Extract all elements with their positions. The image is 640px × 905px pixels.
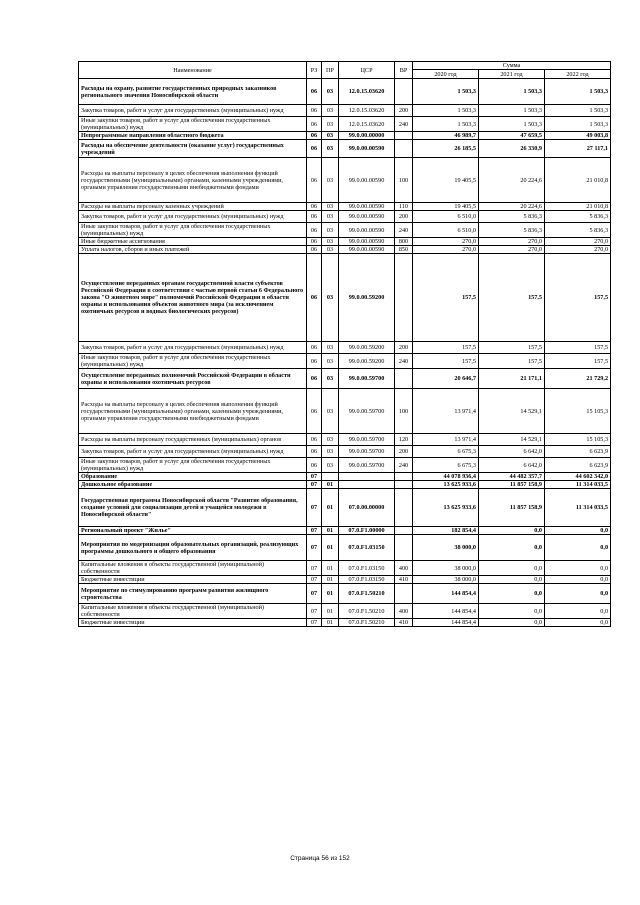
cell-vr: 410 bbox=[395, 619, 413, 627]
cell-2021: 44 482 357,7 bbox=[479, 473, 545, 481]
cell-pr: 03 bbox=[322, 254, 339, 342]
cell-vr: 100 bbox=[395, 158, 413, 203]
cell-2021: 20 224,6 bbox=[479, 158, 545, 203]
cell-name: Капитальные вложения в объекты государственной (муниципальной) собственности bbox=[79, 561, 307, 576]
cell-csr: 12.0.15.03620 bbox=[339, 79, 395, 105]
cell-name: Мероприятие по стимулированию программ развития жилищного строительства bbox=[79, 584, 307, 604]
cell-2021: 0,0 bbox=[479, 584, 545, 604]
cell-vr bbox=[395, 481, 413, 489]
table-row bbox=[79, 203, 611, 211]
cell-2021: 270,0 bbox=[479, 246, 545, 254]
cell-pr: 01 bbox=[322, 527, 339, 535]
cell-vr bbox=[395, 584, 413, 604]
cell-name: Расходы на обеспечение деятельности (оказание услуг) государственных учреждений bbox=[79, 140, 307, 158]
cell-csr bbox=[339, 481, 395, 489]
cell-csr: 99.0.00.59200 bbox=[339, 254, 395, 342]
cell-2022: 1 503,3 bbox=[545, 117, 611, 132]
cell-2021: 157,5 bbox=[479, 354, 545, 369]
cell-vr bbox=[395, 140, 413, 158]
cell-vr: 850 bbox=[395, 246, 413, 254]
cell-csr: 07.0.F1.50210 bbox=[339, 604, 395, 619]
cell-2020: 1 503,3 bbox=[413, 105, 479, 117]
cell-2022: 157,5 bbox=[545, 342, 611, 354]
header-vr: ВР bbox=[395, 62, 413, 79]
cell-vr bbox=[395, 527, 413, 535]
cell-csr: 99.0.00.59200 bbox=[339, 354, 395, 369]
cell-pr: 03 bbox=[322, 389, 339, 434]
cell-csr: 99.0.00.59700 bbox=[339, 434, 395, 446]
cell-2020: 6 675,3 bbox=[413, 446, 479, 458]
cell-name: Непрограммные направления областного бюджета bbox=[79, 132, 307, 140]
cell-2022: 157,5 bbox=[545, 254, 611, 342]
cell-2021: 270,0 bbox=[479, 238, 545, 246]
cell-csr: 99.0.00.59200 bbox=[339, 342, 395, 354]
cell-name: Расходы на выплаты персоналу казенных учреждений bbox=[79, 203, 307, 211]
cell-csr: 99.0.00.00590 bbox=[339, 211, 395, 223]
cell-2020: 20 646,7 bbox=[413, 369, 479, 389]
cell-2022: 21 010,8 bbox=[545, 203, 611, 211]
header-sum: Сумма bbox=[413, 62, 611, 70]
cell-2022: 0,0 bbox=[545, 604, 611, 619]
cell-vr: 110 bbox=[395, 203, 413, 211]
cell-csr: 99.0.00.59700 bbox=[339, 446, 395, 458]
table-row bbox=[79, 481, 611, 489]
table-row bbox=[79, 561, 611, 576]
cell-2021: 6 642,0 bbox=[479, 446, 545, 458]
cell-2022: 27 117,1 bbox=[545, 140, 611, 158]
header-name: Наименование bbox=[79, 62, 307, 79]
cell-rz: 06 bbox=[307, 446, 322, 458]
cell-pr: 03 bbox=[322, 140, 339, 158]
cell-2022: 6 623,9 bbox=[545, 446, 611, 458]
cell-vr: 400 bbox=[395, 604, 413, 619]
cell-2020: 144 854,4 bbox=[413, 584, 479, 604]
cell-name: Расходы на выплаты персоналу в целях обеспечения выполнения функций государственными (муниципальными) органами, казенными учреждениями, органами управления государственными внебюджетными фондами bbox=[79, 389, 307, 434]
cell-2022: 270,0 bbox=[545, 246, 611, 254]
cell-2021: 0,0 bbox=[479, 576, 545, 584]
table-row bbox=[79, 604, 611, 619]
cell-name: Иные закупки товаров, работ и услуг для обеспечения государственных (муниципальных) нужд bbox=[79, 223, 307, 238]
cell-pr: 03 bbox=[322, 446, 339, 458]
cell-csr: 99.0.00.00590 bbox=[339, 140, 395, 158]
cell-pr: 03 bbox=[322, 132, 339, 140]
cell-vr: 200 bbox=[395, 211, 413, 223]
cell-2022: 0,0 bbox=[545, 584, 611, 604]
cell-csr: 07.0.F1.03150 bbox=[339, 535, 395, 561]
cell-pr: 03 bbox=[322, 117, 339, 132]
cell-2022: 0,0 bbox=[545, 535, 611, 561]
cell-2022: 44 602 342,0 bbox=[545, 473, 611, 481]
cell-2020: 38 000,0 bbox=[413, 535, 479, 561]
cell-2022: 15 105,3 bbox=[545, 389, 611, 434]
cell-rz: 06 bbox=[307, 434, 322, 446]
cell-vr: 800 bbox=[395, 238, 413, 246]
header-year-2021: 2021 год bbox=[479, 70, 545, 79]
cell-rz: 06 bbox=[307, 254, 322, 342]
cell-2021: 0,0 bbox=[479, 604, 545, 619]
cell-name: Иные бюджетные ассигнования bbox=[79, 238, 307, 246]
cell-2022: 1 503,3 bbox=[545, 105, 611, 117]
table-row bbox=[79, 389, 611, 434]
cell-vr bbox=[395, 369, 413, 389]
table-row bbox=[79, 619, 611, 627]
cell-pr: 03 bbox=[322, 434, 339, 446]
cell-rz: 07 bbox=[307, 604, 322, 619]
cell-2022: 49 003,8 bbox=[545, 132, 611, 140]
cell-rz: 06 bbox=[307, 246, 322, 254]
cell-csr: 07.0.00.00000 bbox=[339, 489, 395, 527]
cell-pr: 01 bbox=[322, 604, 339, 619]
cell-vr bbox=[395, 79, 413, 105]
cell-2020: 19 405,5 bbox=[413, 203, 479, 211]
cell-csr: 99.0.00.00590 bbox=[339, 223, 395, 238]
cell-csr: 07.0.F1.03150 bbox=[339, 561, 395, 576]
cell-pr: 03 bbox=[322, 342, 339, 354]
table-row bbox=[79, 140, 611, 158]
cell-csr: 99.0.00.00590 bbox=[339, 158, 395, 203]
cell-2020: 6 510,0 bbox=[413, 211, 479, 223]
cell-rz: 06 bbox=[307, 140, 322, 158]
cell-2020: 46 989,7 bbox=[413, 132, 479, 140]
cell-pr: 01 bbox=[322, 584, 339, 604]
cell-2020: 19 405,5 bbox=[413, 158, 479, 203]
cell-name: Расходы на охрану, развитие государственных природных заказников регионального значения Новосибирской области bbox=[79, 79, 307, 105]
cell-2020: 1 503,3 bbox=[413, 79, 479, 105]
cell-2021: 11 857 158,9 bbox=[479, 481, 545, 489]
cell-name: Государственная программа Новосибирской области "Развитие образования, создание условий для социализации детей и учащейся молодежи в Новосибирской области" bbox=[79, 489, 307, 527]
cell-2020: 1 503,3 bbox=[413, 117, 479, 132]
table-row bbox=[79, 576, 611, 584]
header-csr: ЦСР bbox=[339, 62, 395, 79]
cell-rz: 07 bbox=[307, 584, 322, 604]
cell-2020: 270,0 bbox=[413, 238, 479, 246]
table-row bbox=[79, 473, 611, 481]
cell-pr: 03 bbox=[322, 203, 339, 211]
cell-pr: 03 bbox=[322, 458, 339, 473]
cell-pr: 01 bbox=[322, 561, 339, 576]
cell-csr: 99.0.00.59700 bbox=[339, 369, 395, 389]
cell-pr: 03 bbox=[322, 105, 339, 117]
cell-rz: 06 bbox=[307, 79, 322, 105]
cell-2020: 13 971,4 bbox=[413, 434, 479, 446]
cell-2020: 38 000,0 bbox=[413, 561, 479, 576]
cell-2022: 5 836,3 bbox=[545, 211, 611, 223]
table-row bbox=[79, 158, 611, 203]
cell-rz: 06 bbox=[307, 211, 322, 223]
header-rz: РЗ bbox=[307, 62, 322, 79]
cell-2022: 157,5 bbox=[545, 354, 611, 369]
cell-vr bbox=[395, 254, 413, 342]
cell-2021: 0,0 bbox=[479, 527, 545, 535]
cell-rz: 06 bbox=[307, 458, 322, 473]
cell-vr: 100 bbox=[395, 389, 413, 434]
cell-vr: 240 bbox=[395, 458, 413, 473]
cell-2021: 0,0 bbox=[479, 561, 545, 576]
table-row bbox=[79, 254, 611, 342]
cell-pr: 01 bbox=[322, 489, 339, 527]
cell-csr: 99.0.00.00590 bbox=[339, 246, 395, 254]
cell-2020: 6 675,3 bbox=[413, 458, 479, 473]
cell-pr: 03 bbox=[322, 158, 339, 203]
table-row bbox=[79, 223, 611, 238]
cell-csr: 07.0.F1.03150 bbox=[339, 576, 395, 584]
cell-rz: 07 bbox=[307, 561, 322, 576]
cell-2020: 44 078 936,4 bbox=[413, 473, 479, 481]
cell-pr: 03 bbox=[322, 238, 339, 246]
table-row bbox=[79, 354, 611, 369]
cell-2022: 21 010,8 bbox=[545, 158, 611, 203]
cell-rz: 06 bbox=[307, 132, 322, 140]
cell-vr: 200 bbox=[395, 342, 413, 354]
cell-2021: 26 330,9 bbox=[479, 140, 545, 158]
cell-pr: 03 bbox=[322, 79, 339, 105]
cell-name: Осуществление переданных полномочий Российской Федерации в области охраны и использования охотничьих ресурсов bbox=[79, 369, 307, 389]
cell-pr: 01 bbox=[322, 576, 339, 584]
cell-csr: 07.0.F1.50210 bbox=[339, 619, 395, 627]
cell-pr: 01 bbox=[322, 535, 339, 561]
table-row bbox=[79, 132, 611, 140]
cell-2021: 47 659,5 bbox=[479, 132, 545, 140]
cell-rz: 06 bbox=[307, 369, 322, 389]
table-row bbox=[79, 369, 611, 389]
budget-table bbox=[78, 61, 611, 627]
cell-name: Дошкольное образование bbox=[79, 481, 307, 489]
cell-2020: 157,5 bbox=[413, 342, 479, 354]
cell-name: Закупка товаров, работ и услуг для государственных (муниципальных) нужд bbox=[79, 446, 307, 458]
cell-2021: 20 224,6 bbox=[479, 203, 545, 211]
cell-rz: 06 bbox=[307, 223, 322, 238]
cell-2020: 13 625 933,6 bbox=[413, 489, 479, 527]
cell-2022: 0,0 bbox=[545, 561, 611, 576]
cell-csr: 99.0.00.59700 bbox=[339, 389, 395, 434]
cell-2020: 26 185,5 bbox=[413, 140, 479, 158]
cell-rz: 07 bbox=[307, 481, 322, 489]
cell-2021: 14 529,1 bbox=[479, 434, 545, 446]
cell-2020: 38 000,0 bbox=[413, 576, 479, 584]
table-row bbox=[79, 527, 611, 535]
table-row bbox=[79, 489, 611, 527]
table-row bbox=[79, 79, 611, 105]
cell-2020: 144 854,4 bbox=[413, 604, 479, 619]
cell-vr: 120 bbox=[395, 434, 413, 446]
table-body bbox=[79, 79, 611, 627]
table-row bbox=[79, 246, 611, 254]
cell-name: Уплата налогов, сборов и иных платежей bbox=[79, 246, 307, 254]
cell-pr: 01 bbox=[322, 619, 339, 627]
cell-csr: 99.0.00.00590 bbox=[339, 203, 395, 211]
cell-vr bbox=[395, 489, 413, 527]
cell-2021: 157,5 bbox=[479, 342, 545, 354]
cell-vr bbox=[395, 132, 413, 140]
cell-rz: 07 bbox=[307, 527, 322, 535]
cell-2021: 11 857 158,9 bbox=[479, 489, 545, 527]
cell-name: Расходы на выплаты персоналу в целях обеспечения выполнения функций государственными (муниципальными) органами, казенными учреждениями, органами управления государственными внебюджетными фондами bbox=[79, 158, 307, 203]
table-row bbox=[79, 458, 611, 473]
cell-name: Бюджетные инвестиции bbox=[79, 576, 307, 584]
cell-2021: 1 503,3 bbox=[479, 117, 545, 132]
cell-vr: 240 bbox=[395, 223, 413, 238]
cell-name: Региональный проект "Жилье" bbox=[79, 527, 307, 535]
cell-name: Закупка товаров, работ и услуг для государственных (муниципальных) нужд bbox=[79, 211, 307, 223]
cell-2020: 13 971,4 bbox=[413, 389, 479, 434]
cell-2020: 13 625 933,6 bbox=[413, 481, 479, 489]
table-row bbox=[79, 342, 611, 354]
table-row bbox=[79, 434, 611, 446]
cell-2020: 6 510,0 bbox=[413, 223, 479, 238]
cell-name: Закупка товаров, работ и услуг для государственных (муниципальных) нужд bbox=[79, 342, 307, 354]
cell-2022: 15 105,3 bbox=[545, 434, 611, 446]
cell-2020: 270,0 bbox=[413, 246, 479, 254]
cell-vr: 240 bbox=[395, 117, 413, 132]
cell-2021: 5 836,3 bbox=[479, 223, 545, 238]
cell-csr bbox=[339, 473, 395, 481]
cell-csr: 99.0.00.00590 bbox=[339, 238, 395, 246]
cell-rz: 07 bbox=[307, 473, 322, 481]
cell-rz: 06 bbox=[307, 117, 322, 132]
cell-2020: 182 854,4 bbox=[413, 527, 479, 535]
cell-name: Закупка товаров, работ и услуг для государственных (муниципальных) нужд bbox=[79, 105, 307, 117]
cell-vr: 400 bbox=[395, 561, 413, 576]
cell-vr: 410 bbox=[395, 576, 413, 584]
cell-2021: 157,5 bbox=[479, 254, 545, 342]
cell-csr: 12.0.15.03620 bbox=[339, 117, 395, 132]
cell-vr: 240 bbox=[395, 354, 413, 369]
cell-csr: 99.0.00.00000 bbox=[339, 132, 395, 140]
cell-vr bbox=[395, 535, 413, 561]
cell-2021: 14 529,1 bbox=[479, 389, 545, 434]
cell-rz: 06 bbox=[307, 389, 322, 434]
cell-name: Иные закупки товаров, работ и услуг для обеспечения государственных (муниципальных) нужд bbox=[79, 117, 307, 132]
cell-rz: 07 bbox=[307, 619, 322, 627]
cell-pr: 03 bbox=[322, 223, 339, 238]
table-row bbox=[79, 117, 611, 132]
cell-2021: 21 171,1 bbox=[479, 369, 545, 389]
cell-name: Образование bbox=[79, 473, 307, 481]
cell-2022: 1 503,3 bbox=[545, 79, 611, 105]
cell-rz: 06 bbox=[307, 354, 322, 369]
cell-2022: 5 836,3 bbox=[545, 223, 611, 238]
cell-rz: 07 bbox=[307, 535, 322, 561]
cell-pr: 03 bbox=[322, 211, 339, 223]
cell-rz: 06 bbox=[307, 203, 322, 211]
cell-2021: 1 503,3 bbox=[479, 105, 545, 117]
budget-table-page bbox=[78, 61, 610, 627]
cell-pr: 03 bbox=[322, 246, 339, 254]
cell-2021: 0,0 bbox=[479, 619, 545, 627]
table-row bbox=[79, 211, 611, 223]
cell-name: Капитальные вложения в объекты государственной (муниципальной) собственности bbox=[79, 604, 307, 619]
cell-rz: 06 bbox=[307, 105, 322, 117]
cell-csr: 07.0.F1.50210 bbox=[339, 584, 395, 604]
header-year-2020: 2020 год bbox=[413, 70, 479, 79]
cell-csr: 07.0.F1.00000 bbox=[339, 527, 395, 535]
cell-pr: 03 bbox=[322, 354, 339, 369]
cell-name: Бюджетные инвестиции bbox=[79, 619, 307, 627]
table-row bbox=[79, 535, 611, 561]
cell-2020: 157,5 bbox=[413, 254, 479, 342]
table-row bbox=[79, 446, 611, 458]
cell-rz: 06 bbox=[307, 158, 322, 203]
cell-2022: 0,0 bbox=[545, 619, 611, 627]
cell-2022: 11 314 033,5 bbox=[545, 481, 611, 489]
cell-pr: 01 bbox=[322, 481, 339, 489]
cell-2021: 5 836,3 bbox=[479, 211, 545, 223]
cell-rz: 06 bbox=[307, 342, 322, 354]
header-pr: ПР bbox=[322, 62, 339, 79]
cell-csr: 12.0.15.03620 bbox=[339, 105, 395, 117]
cell-2021: 1 503,3 bbox=[479, 79, 545, 105]
page-number: Страница 56 из 152 bbox=[290, 855, 350, 862]
cell-2022: 0,0 bbox=[545, 576, 611, 584]
cell-2021: 0,0 bbox=[479, 535, 545, 561]
cell-vr: 200 bbox=[395, 446, 413, 458]
cell-rz: 07 bbox=[307, 576, 322, 584]
cell-name: Иные закупки товаров, работ и услуг для обеспечения государственных (муниципальных) нужд bbox=[79, 458, 307, 473]
cell-2022: 270,0 bbox=[545, 238, 611, 246]
cell-2022: 6 623,9 bbox=[545, 458, 611, 473]
cell-csr: 99.0.00.59700 bbox=[339, 458, 395, 473]
table-row bbox=[79, 105, 611, 117]
header-year-2022: 2022 год bbox=[545, 70, 611, 79]
cell-rz: 06 bbox=[307, 238, 322, 246]
cell-2022: 21 729,2 bbox=[545, 369, 611, 389]
cell-vr bbox=[395, 473, 413, 481]
cell-2022: 0,0 bbox=[545, 527, 611, 535]
cell-2020: 157,5 bbox=[413, 354, 479, 369]
cell-2022: 11 314 033,5 bbox=[545, 489, 611, 527]
cell-name: Иные закупки товаров, работ и услуг для обеспечения государственных (муниципальных) нужд bbox=[79, 354, 307, 369]
cell-name: Мероприятия по модернизации образовательных организаций, реализующих программы дошкольного и общего образования bbox=[79, 535, 307, 561]
cell-name: Осуществление переданных органам государственной власти субъектов Российской Федерации в соответствии с частью первой статьи 6 Федерального закона "О животном мире" полномочий Российской Федерации в области охраны и использования объектов животного мира (за исключением охотничьих ресурсов и водных биологических ресурсов) bbox=[79, 254, 307, 342]
cell-pr bbox=[322, 473, 339, 481]
cell-name: Расходы на выплаты персоналу государственных (муниципальных) органов bbox=[79, 434, 307, 446]
table-row bbox=[79, 584, 611, 604]
cell-2020: 144 854,4 bbox=[413, 619, 479, 627]
cell-vr: 200 bbox=[395, 105, 413, 117]
cell-rz: 07 bbox=[307, 489, 322, 527]
table-row bbox=[79, 238, 611, 246]
cell-pr: 03 bbox=[322, 369, 339, 389]
cell-2021: 6 642,0 bbox=[479, 458, 545, 473]
